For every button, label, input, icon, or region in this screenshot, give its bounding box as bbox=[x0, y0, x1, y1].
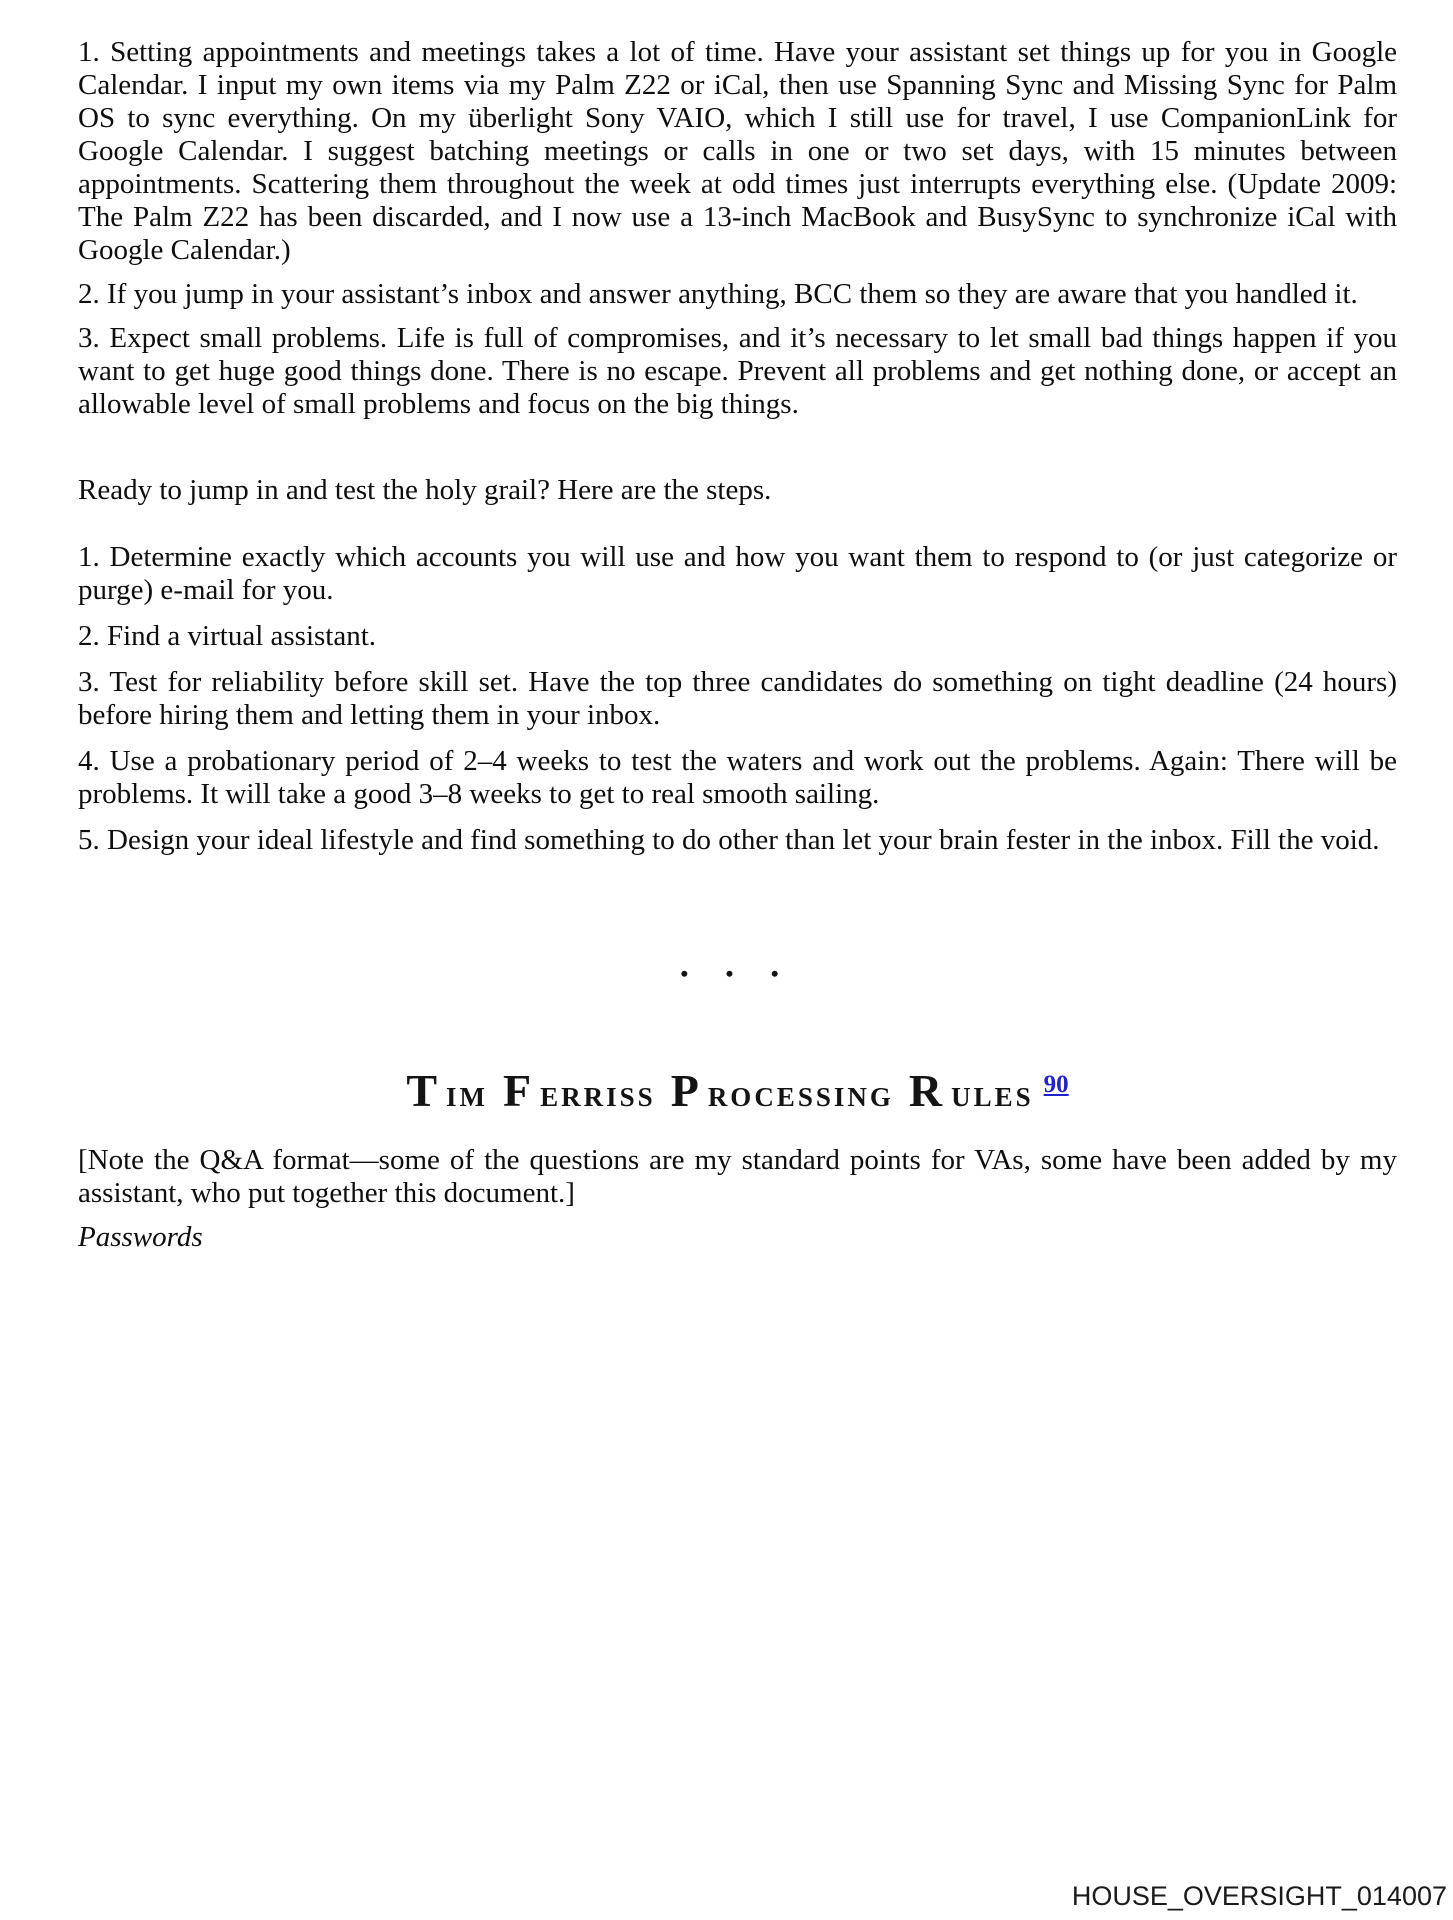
tip-paragraph-2: 2. If you jump in your assistant’s inbox and answer anything, BCC them so they are aware that you handled it. bbox=[78, 278, 1358, 310]
title-smallcaps: IM bbox=[446, 1082, 489, 1112]
title-initial: T bbox=[406, 1065, 438, 1116]
section-break-dots: • • • bbox=[680, 961, 795, 986]
document-page bbox=[78, 36, 1397, 1254]
step-paragraph-1: 1. Determine exactly which accounts you will use and how you want them to respond to (or just categorize or purge) e-mail for you. bbox=[78, 541, 1397, 606]
note-paragraph: [Note the Q&A format—some of the questions are my standard points for VAs, some have been added by my assistant, who put together this document.] bbox=[78, 1144, 1397, 1209]
section-title bbox=[78, 1058, 1397, 1116]
bates-number: HOUSE_OVERSIGHT_014007 bbox=[1071, 1881, 1447, 1911]
step-paragraph-5: 5. Design your ideal lifestyle and find something to do other than let your brain fester in the inbox. Fill the void. bbox=[78, 824, 1380, 856]
step-paragraph-2: 2. Find a virtual assistant. bbox=[78, 620, 377, 652]
footnote-link-90[interactable]: 90 bbox=[1043, 1071, 1069, 1098]
passwords-label: Passwords bbox=[78, 1221, 203, 1253]
title-smallcaps: ULES bbox=[951, 1082, 1034, 1112]
title-initial: F bbox=[503, 1065, 532, 1116]
title-word-tim bbox=[406, 1054, 503, 1119]
tip-paragraph-3: 3. Expect small problems. Life is full of compromises, and it’s necessary to let small bad things happen if you want to get huge good things done. There is no escape. Prevent all problems and get nothing done, or accept an allowable level of small problems and focus on the big things. bbox=[78, 322, 1397, 420]
steps-section bbox=[78, 541, 1397, 857]
tip-paragraph-1: 1. Setting appointments and meetings takes a lot of time. Have your assistant set things up for you in Google Calendar. I input my own items via my Palm Z22 or iCal, then use Spanning Sync and Missing Sync for Palm OS to sync everything. On my überlight Sony VAIO, which I still use for travel, I use CompanionLink for Google Calendar. I suggest batching meetings or calls in one or two set days, with 15 minutes between appointments. Scattering them throughout the week at odd times just interrupts everything else. (Update 2009: The Palm Z22 has been discarded, and I now use a 13-inch MacBook and BusySync to synchronize iCal with Google Calendar.) bbox=[78, 36, 1397, 266]
title-word-ferriss bbox=[503, 1054, 671, 1119]
title-smallcaps: ROCESSING bbox=[707, 1082, 894, 1112]
step-paragraph-4: 4. Use a probationary period of 2–4 weeks to test the waters and work out the problems. Again: There will be problems. It will take a good 3–8 weeks to get to real smooth sailing. bbox=[78, 745, 1397, 810]
title-word-processing bbox=[671, 1054, 909, 1119]
title-smallcaps: ERRISS bbox=[540, 1082, 656, 1112]
step-paragraph-3: 3. Test for reliability before skill set. Have the top three candidates do something on tight deadline (24 hours) before hiring them and letting them in your inbox. bbox=[78, 666, 1397, 731]
numbered-tips-section bbox=[78, 36, 1397, 421]
title-initial: P bbox=[670, 1065, 699, 1116]
intro-line: Ready to jump in and test the holy grail? Here are the steps. bbox=[78, 474, 772, 506]
title-initial: R bbox=[908, 1065, 943, 1116]
title-word-rules bbox=[909, 1054, 1040, 1119]
